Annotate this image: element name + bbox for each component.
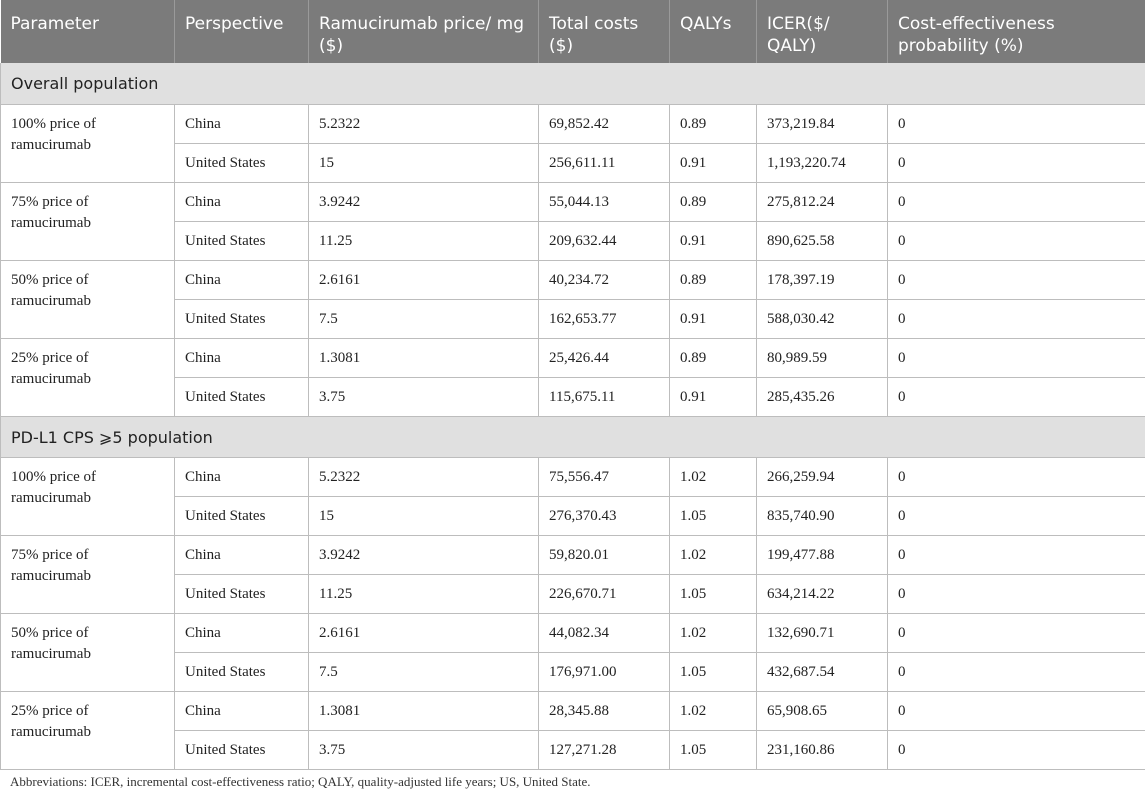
cell-parameter: 75% price of ramucirumab [1,535,175,613]
header-row [1,0,1145,63]
cell-probability: 0 [888,260,1145,299]
cell-qalys: 0.89 [670,260,757,299]
cell-qalys: 0.89 [670,104,757,143]
cell-price: 3.75 [309,730,539,769]
cell-total-costs: 55,044.13 [539,182,670,221]
cell-total-costs: 127,271.28 [539,730,670,769]
cell-probability: 0 [888,143,1145,182]
cell-parameter: 25% price of ramucirumab [1,338,175,416]
section-title: PD-L1 CPS ⩾5 population [1,416,1145,457]
cell-perspective: United States [175,574,309,613]
cell-qalys: 0.91 [670,143,757,182]
cell-perspective: China [175,338,309,377]
cell-parameter: 100% price of ramucirumab [1,457,175,535]
cell-perspective: China [175,260,309,299]
cell-price: 1.3081 [309,691,539,730]
cell-price: 11.25 [309,574,539,613]
cell-qalys: 0.91 [670,299,757,338]
cell-icer: 80,989.59 [757,338,888,377]
cell-total-costs: 226,670.71 [539,574,670,613]
cell-icer: 231,160.86 [757,730,888,769]
table-row [1,338,1145,377]
cell-price: 7.5 [309,652,539,691]
cell-perspective: United States [175,496,309,535]
cell-parameter: 50% price of ramucirumab [1,260,175,338]
cell-icer: 178,397.19 [757,260,888,299]
cell-price: 15 [309,143,539,182]
cell-price: 3.9242 [309,182,539,221]
table-row [1,457,1145,496]
cell-total-costs: 75,556.47 [539,457,670,496]
cell-price: 5.2322 [309,104,539,143]
cell-icer: 835,740.90 [757,496,888,535]
cell-perspective: China [175,457,309,496]
cell-probability: 0 [888,496,1145,535]
cell-qalys: 0.91 [670,377,757,416]
cell-probability: 0 [888,457,1145,496]
cell-total-costs: 115,675.11 [539,377,670,416]
cell-icer: 132,690.71 [757,613,888,652]
cell-price: 15 [309,496,539,535]
cell-qalys: 1.05 [670,496,757,535]
cell-icer: 199,477.88 [757,535,888,574]
cell-qalys: 1.02 [670,457,757,496]
cell-probability: 0 [888,691,1145,730]
cell-icer: 65,908.65 [757,691,888,730]
table-row [1,104,1145,143]
cell-price: 7.5 [309,299,539,338]
col-header-perspective: Perspective [175,0,309,63]
cell-perspective: United States [175,377,309,416]
cell-probability: 0 [888,652,1145,691]
cell-total-costs: 69,852.42 [539,104,670,143]
cell-total-costs: 276,370.43 [539,496,670,535]
cell-parameter: 100% price of ramucirumab [1,104,175,182]
cell-perspective: China [175,104,309,143]
col-header-parameter: Parameter [1,0,175,63]
cell-total-costs: 28,345.88 [539,691,670,730]
cell-qalys: 0.89 [670,182,757,221]
cell-parameter: 75% price of ramucirumab [1,182,175,260]
cell-probability: 0 [888,574,1145,613]
cell-probability: 0 [888,338,1145,377]
cell-icer: 1,193,220.74 [757,143,888,182]
table-row [1,691,1145,730]
cell-perspective: United States [175,652,309,691]
col-header-qalys: QALYs [670,0,757,63]
cell-icer: 285,435.26 [757,377,888,416]
cell-perspective: China [175,613,309,652]
cell-qalys: 1.02 [670,613,757,652]
cell-perspective: United States [175,143,309,182]
cell-probability: 0 [888,182,1145,221]
footnote: Abbreviations: ICER, incremental cost-effectiveness ratio; QALY, quality-adjusted life years; US, United State. [10,774,591,789]
cell-qalys: 1.02 [670,535,757,574]
cell-price: 2.6161 [309,260,539,299]
cell-icer: 373,219.84 [757,104,888,143]
cell-parameter: 50% price of ramucirumab [1,613,175,691]
section-title: Overall population [1,63,1145,104]
col-header-icer: ICER($/ QALY) [757,0,888,63]
cell-parameter: 25% price of ramucirumab [1,691,175,769]
cell-total-costs: 209,632.44 [539,221,670,260]
cell-total-costs: 256,611.11 [539,143,670,182]
col-header-price: Ramucirumab price/ mg ($) [309,0,539,63]
cell-perspective: China [175,535,309,574]
section-row [1,63,1145,104]
cell-perspective: United States [175,730,309,769]
cell-perspective: China [175,182,309,221]
cell-total-costs: 25,426.44 [539,338,670,377]
table-body [1,63,1145,769]
cell-total-costs: 44,082.34 [539,613,670,652]
cell-qalys: 1.02 [670,691,757,730]
table-row [1,613,1145,652]
cell-perspective: China [175,691,309,730]
cell-total-costs: 176,971.00 [539,652,670,691]
table-row [1,535,1145,574]
cell-qalys: 0.91 [670,221,757,260]
cell-probability: 0 [888,377,1145,416]
cell-probability: 0 [888,730,1145,769]
cell-probability: 0 [888,613,1145,652]
cell-price: 3.9242 [309,535,539,574]
cell-icer: 890,625.58 [757,221,888,260]
cell-perspective: United States [175,221,309,260]
cell-qalys: 1.05 [670,574,757,613]
cell-icer: 634,214.22 [757,574,888,613]
cell-icer: 588,030.42 [757,299,888,338]
cell-icer: 432,687.54 [757,652,888,691]
cell-qalys: 1.05 [670,730,757,769]
cell-price: 5.2322 [309,457,539,496]
cell-icer: 266,259.94 [757,457,888,496]
cell-price: 2.6161 [309,613,539,652]
cell-perspective: United States [175,299,309,338]
table-row [1,260,1145,299]
col-header-total-costs: Total costs ($) [539,0,670,63]
cell-total-costs: 40,234.72 [539,260,670,299]
col-header-probability: Cost-effectiveness probability (%) [888,0,1145,63]
cell-icer: 275,812.24 [757,182,888,221]
cell-total-costs: 162,653.77 [539,299,670,338]
cell-price: 11.25 [309,221,539,260]
cell-price: 3.75 [309,377,539,416]
section-row [1,416,1145,457]
cell-qalys: 1.05 [670,652,757,691]
cell-probability: 0 [888,221,1145,260]
cell-probability: 0 [888,535,1145,574]
cell-total-costs: 59,820.01 [539,535,670,574]
table-row [1,182,1145,221]
cell-price: 1.3081 [309,338,539,377]
cell-probability: 0 [888,299,1145,338]
cell-qalys: 0.89 [670,338,757,377]
cell-probability: 0 [888,104,1145,143]
